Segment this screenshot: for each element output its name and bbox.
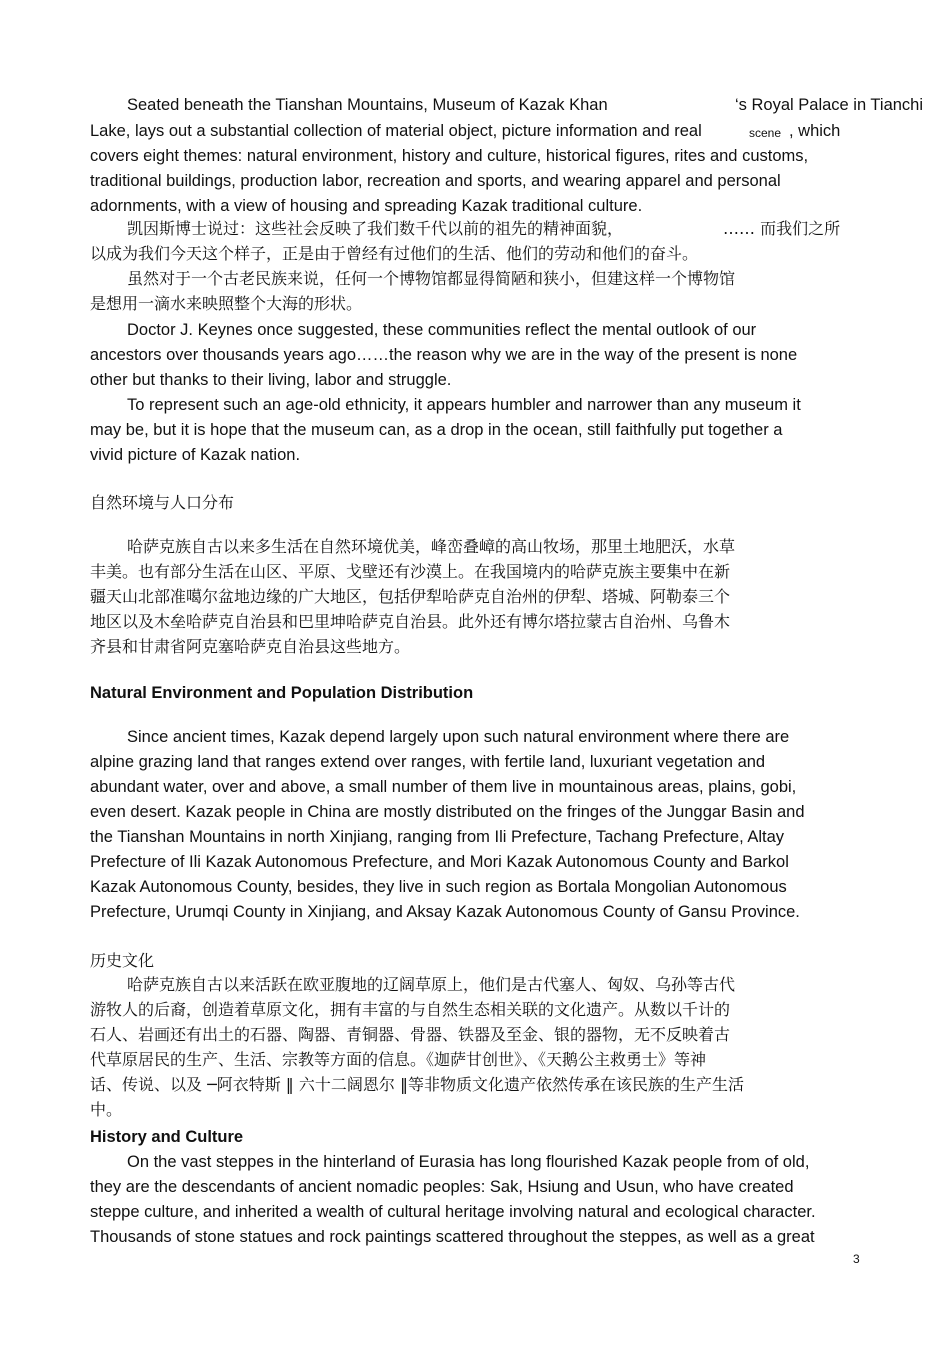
intro-line: Doctor J. Keynes once suggested, these communities reflect the mental outlook of our xyxy=(127,321,757,339)
intro-line: covers eight themes: natural environment, history and culture, historical figures, rites and customs, xyxy=(90,147,809,165)
section-zh-line: 石人、岩画还有出土的石器、陶器、青铜器、骨器、铁器及至金、银的器物，无不反映着古 xyxy=(90,1025,731,1044)
intro-line: traditional buildings, production labor, recreation and sports, and wearing apparel and personal xyxy=(90,172,781,190)
page-number: 3 xyxy=(853,1252,860,1266)
section-en-line: steppe culture, and inherited a wealth of cultural heritage involving natural and ecological character. xyxy=(90,1203,816,1221)
section-en-line: even desert. Kazak people in China are mostly distributed on the fringes of the Junggar Basin and xyxy=(90,803,805,821)
section-heading-en: Natural Environment and Population Distribution xyxy=(90,684,474,702)
intro-line: ancestors over thousands years ago……the reason why we are in the way of the present is none xyxy=(90,346,798,364)
intro-line: Seated beneath the Tianshan Mountains, Museum of Kazak Khan xyxy=(127,96,608,114)
intro-zh-line-fragment: …… 而我们之所 xyxy=(723,219,841,238)
section-en-line: Kazak Autonomous County, besides, they live in such region as Bortala Mongolian Autonomous xyxy=(90,878,787,896)
section-zh-line: 丰美。也有部分生活在山区、平原、戈壁还有沙漠上。在我国境内的哈萨克族主要集中在新 xyxy=(90,562,731,581)
section-zh-line: 齐县和甘肃省阿克塞哈萨克自治县这些地方。 xyxy=(90,637,411,656)
intro-line: To represent such an age-old ethnicity, it appears humbler and narrower than any museum it xyxy=(127,396,801,414)
section-en-line: Prefecture of Ili Kazak Autonomous Prefecture, and Mori Kazak Autonomous County and Barkol xyxy=(90,853,789,871)
intro-line: may be, but it is hope that the museum can, as a drop in the ocean, still faithfully put together a xyxy=(90,421,783,439)
intro-zh-line: 凯因斯博士说过：这些社会反映了我们数千代以前的祖先的精神面貌， xyxy=(127,219,624,238)
section-heading-zh: 自然环境与人口分布 xyxy=(90,493,235,512)
section-en-line: abundant water, over and above, a small number of them live in mountainous areas, plains, gobi, xyxy=(90,778,797,796)
section-heading-en: History and Culture xyxy=(90,1128,244,1146)
section-en-line: Prefecture, Urumqi County in Xinjiang, and Aksay Kazak Autonomous County of Gansu Province. xyxy=(90,903,800,921)
intro-line: adornments, with a view of housing and spreading Kazak traditional culture. xyxy=(90,197,643,215)
section-zh-line: 话、传说、以及 ─阿衣特斯 ‖ 六十二阔恩尔 ‖等非物质文化遗产依然传承在该民族的生产生活 xyxy=(90,1075,744,1094)
intro-line: other but thanks to their living, labor and struggle. xyxy=(90,371,452,389)
section-zh-line: 地区以及木垒哈萨克自治县和巴里坤哈萨克自治县。此外还有博尔塔拉蒙古自治州、乌鲁木 xyxy=(90,612,731,631)
section-heading-zh: 历史文化 xyxy=(90,951,155,970)
section-zh-line: 疆天山北部准噶尔盆地边缘的广大地区，包括伊犁哈萨克自治州的伊犁、塔城、阿勒泰三个 xyxy=(90,587,731,606)
intro-zh-line: 是想用一滴水来映照整个大海的形状。 xyxy=(90,294,363,313)
section-en-line: Since ancient times, Kazak depend largely upon such natural environment where there are xyxy=(127,728,790,746)
intro-line-fragment: ‘s Royal Palace in Tianchi xyxy=(735,96,924,114)
intro-zh-line: 以成为我们今天这个样子，正是由于曾经有过他们的生活、他们的劳动和他们的奋斗。 xyxy=(90,244,699,263)
intro-zh-line: 虽然对于一个古老民族来说，任何一个博物馆都显得简陋和狭小，但建这样一个博物馆 xyxy=(127,269,736,288)
section-zh-line: 游牧人的后裔，创造着草原文化，拥有丰富的与自然生态相关联的文化遗产。从数以千计的 xyxy=(90,1000,731,1019)
section-en-line: the Tianshan Mountains in north Xinjiang, ranging from Ili Prefecture, Tachang Prefecture, Altay xyxy=(90,828,785,846)
intro-line-fragment: , which xyxy=(789,122,841,140)
section-en-line: On the vast steppes in the hinterland of Eurasia has long flourished Kazak people from of old, xyxy=(127,1153,810,1171)
section-zh-line: 中。 xyxy=(90,1100,123,1119)
section-en-line: alpine grazing land that ranges extend over ranges, with fertile land, luxuriant vegetation and xyxy=(90,753,766,771)
section-zh-line: 哈萨克族自古以来活跃在欧亚腹地的辽阔草原上，他们是古代塞人、匈奴、乌孙等古代 xyxy=(127,975,736,994)
section-en-line: they are the descendants of ancient nomadic peoples: Sak, Hsiung and Usun, who have created xyxy=(90,1178,794,1196)
section-en-line: Thousands of stone statues and rock paintings scattered throughout the steppes, as well as a great xyxy=(90,1228,815,1246)
intro-line: vivid picture of Kazak nation. xyxy=(90,446,301,464)
section-zh-line: 代草原居民的生产、生活、宗教等方面的信息。《迦萨甘创世》、《天鹅公主救勇士》等神 xyxy=(90,1050,707,1069)
intro-line-fragment: scene xyxy=(749,126,782,140)
intro-line: Lake, lays out a substantial collection of material object, picture information and real xyxy=(90,122,702,140)
section-zh-line: 哈萨克族自古以来多生活在自然环境优美，峰峦叠嶂的高山牧场，那里土地肥沃，水草 xyxy=(127,537,736,556)
